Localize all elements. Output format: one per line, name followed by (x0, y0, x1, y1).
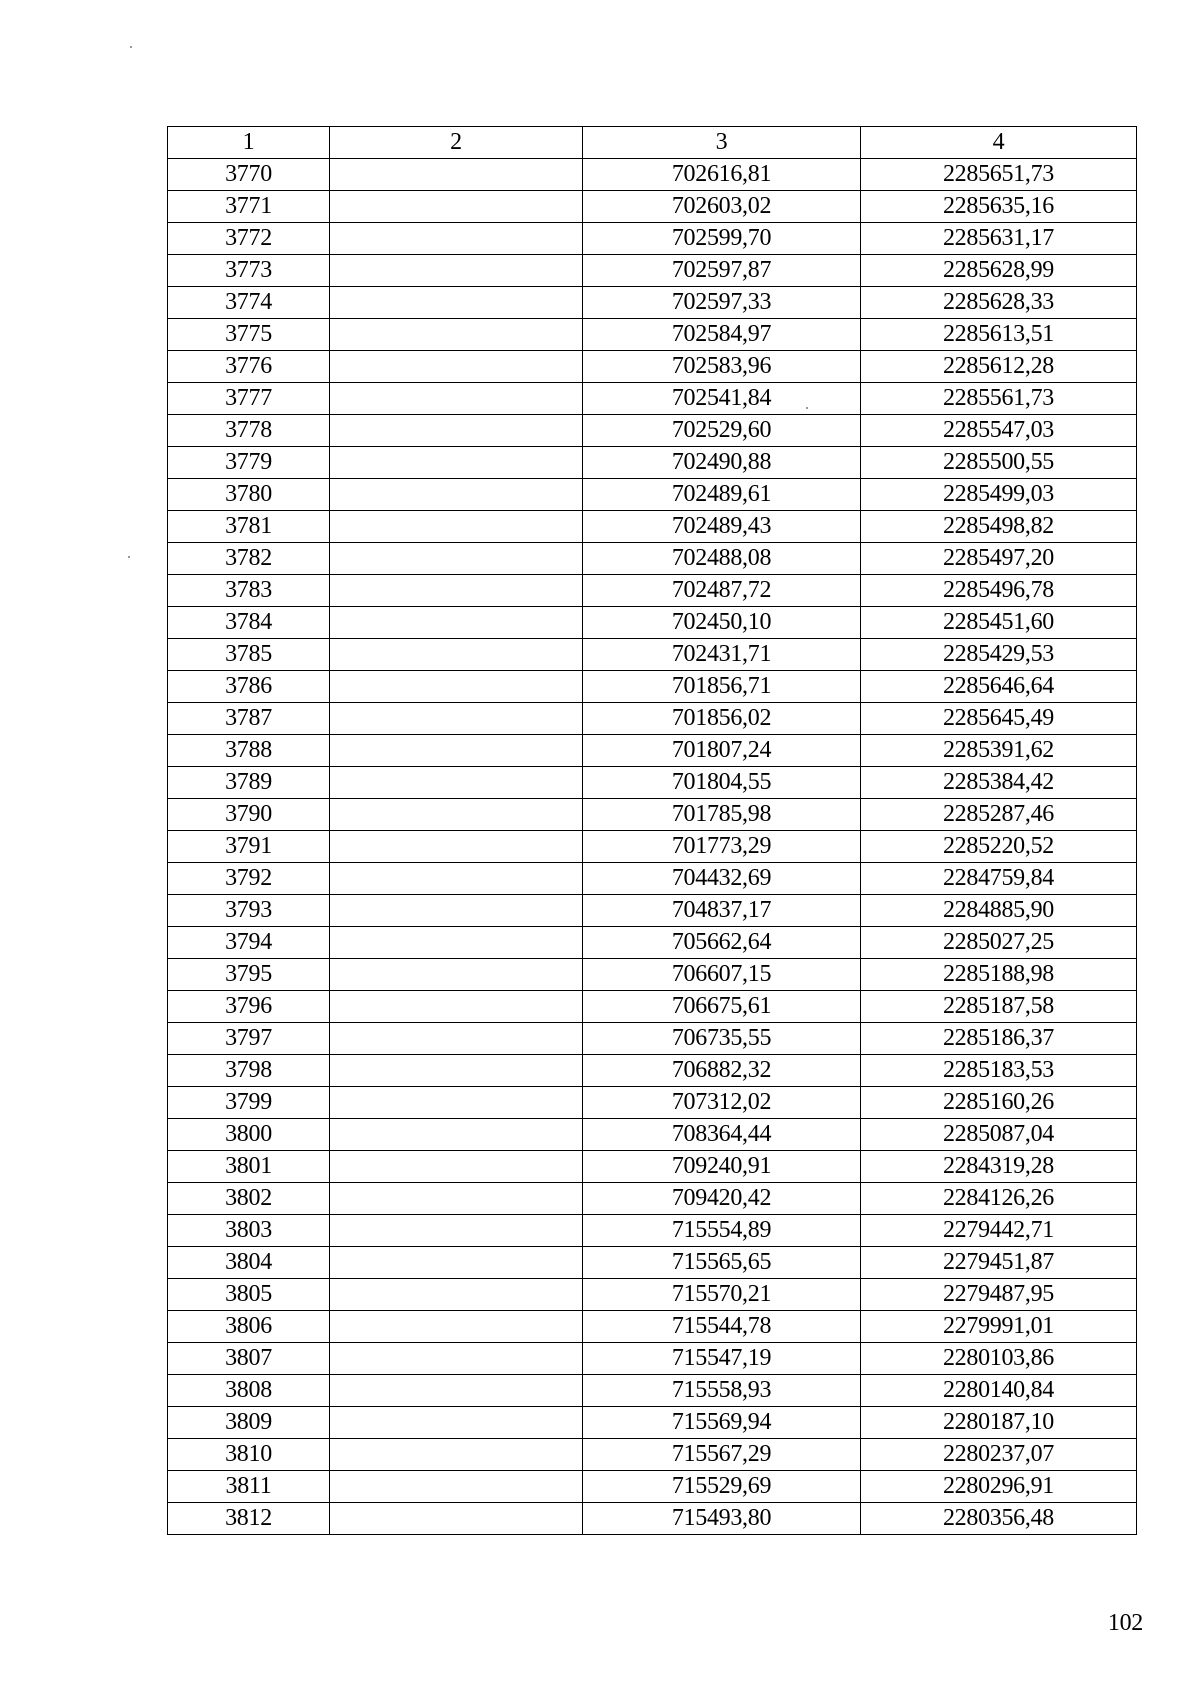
x-coordinate-cell: 701856,71 (583, 671, 861, 703)
empty-cell (330, 351, 583, 383)
table-row (168, 319, 1137, 351)
page-number: 102 (1107, 1610, 1143, 1636)
point-number-cell: 3788 (168, 735, 330, 767)
x-coordinate-cell: 715493,80 (583, 1503, 861, 1535)
empty-cell (330, 1247, 583, 1279)
table-row (168, 639, 1137, 671)
table-row (168, 415, 1137, 447)
x-coordinate-cell: 702487,72 (583, 575, 861, 607)
table-row (168, 607, 1137, 639)
point-number-cell: 3771 (168, 191, 330, 223)
table-row (168, 543, 1137, 575)
x-coordinate-cell: 707312,02 (583, 1087, 861, 1119)
x-coordinate-cell: 702616,81 (583, 159, 861, 191)
x-coordinate-cell: 702583,96 (583, 351, 861, 383)
x-coordinate-cell: 715558,93 (583, 1375, 861, 1407)
point-number-cell: 3773 (168, 255, 330, 287)
empty-cell (330, 1439, 583, 1471)
empty-cell (330, 543, 583, 575)
empty-cell (330, 1023, 583, 1055)
column-header-1: 1 (168, 127, 330, 159)
empty-cell (330, 575, 583, 607)
table-row (168, 703, 1137, 735)
y-coordinate-cell: 2285186,37 (861, 1023, 1137, 1055)
x-coordinate-cell: 715544,78 (583, 1311, 861, 1343)
point-number-cell: 3792 (168, 863, 330, 895)
x-coordinate-cell: 702584,97 (583, 319, 861, 351)
empty-cell (330, 1375, 583, 1407)
table-row (168, 1375, 1137, 1407)
point-number-cell: 3794 (168, 927, 330, 959)
y-coordinate-cell: 2279487,95 (861, 1279, 1137, 1311)
table-row (168, 1471, 1137, 1503)
x-coordinate-cell: 709240,91 (583, 1151, 861, 1183)
y-coordinate-cell: 2280296,91 (861, 1471, 1137, 1503)
table-row (168, 351, 1137, 383)
y-coordinate-cell: 2285391,62 (861, 735, 1137, 767)
empty-cell (330, 1407, 583, 1439)
y-coordinate-cell: 2285499,03 (861, 479, 1137, 511)
point-number-cell: 3789 (168, 767, 330, 799)
y-coordinate-cell: 2280103,86 (861, 1343, 1137, 1375)
y-coordinate-cell: 2285220,52 (861, 831, 1137, 863)
x-coordinate-cell: 701856,02 (583, 703, 861, 735)
x-coordinate-cell: 702489,61 (583, 479, 861, 511)
point-number-cell: 3786 (168, 671, 330, 703)
coordinates-table (167, 126, 1137, 1535)
y-coordinate-cell: 2285087,04 (861, 1119, 1137, 1151)
column-header-2: 2 (330, 127, 583, 159)
y-coordinate-cell: 2285027,25 (861, 927, 1137, 959)
y-coordinate-cell: 2285451,60 (861, 607, 1137, 639)
table-row (168, 831, 1137, 863)
table-row (168, 863, 1137, 895)
point-number-cell: 3810 (168, 1439, 330, 1471)
x-coordinate-cell: 702490,88 (583, 447, 861, 479)
x-coordinate-cell: 704837,17 (583, 895, 861, 927)
x-coordinate-cell: 715567,29 (583, 1439, 861, 1471)
y-coordinate-cell: 2285645,49 (861, 703, 1137, 735)
x-coordinate-cell: 715554,89 (583, 1215, 861, 1247)
point-number-cell: 3785 (168, 639, 330, 671)
y-coordinate-cell: 2284885,90 (861, 895, 1137, 927)
table-row (168, 1183, 1137, 1215)
empty-cell (330, 671, 583, 703)
x-coordinate-cell: 702599,70 (583, 223, 861, 255)
table-row (168, 991, 1137, 1023)
empty-cell (330, 863, 583, 895)
table-row (168, 1247, 1137, 1279)
point-number-cell: 3791 (168, 831, 330, 863)
table-row (168, 1439, 1137, 1471)
x-coordinate-cell: 702597,33 (583, 287, 861, 319)
point-number-cell: 3781 (168, 511, 330, 543)
x-coordinate-cell: 702541,84 (583, 383, 861, 415)
empty-cell (330, 223, 583, 255)
empty-cell (330, 607, 583, 639)
point-number-cell: 3793 (168, 895, 330, 927)
y-coordinate-cell: 2285547,03 (861, 415, 1137, 447)
y-coordinate-cell: 2285498,82 (861, 511, 1137, 543)
x-coordinate-cell: 701785,98 (583, 799, 861, 831)
y-coordinate-cell: 2285188,98 (861, 959, 1137, 991)
table-row (168, 223, 1137, 255)
table-row (168, 1311, 1137, 1343)
point-number-cell: 3796 (168, 991, 330, 1023)
x-coordinate-cell: 706675,61 (583, 991, 861, 1023)
x-coordinate-cell: 702450,10 (583, 607, 861, 639)
point-number-cell: 3776 (168, 351, 330, 383)
point-number-cell: 3804 (168, 1247, 330, 1279)
table-row (168, 159, 1137, 191)
empty-cell (330, 799, 583, 831)
table-row (168, 1503, 1137, 1535)
table-row (168, 511, 1137, 543)
table-row (168, 1055, 1137, 1087)
empty-cell (330, 703, 583, 735)
empty-cell (330, 639, 583, 671)
x-coordinate-cell: 701773,29 (583, 831, 861, 863)
empty-cell (330, 1471, 583, 1503)
point-number-cell: 3787 (168, 703, 330, 735)
table-row (168, 479, 1137, 511)
empty-cell (330, 927, 583, 959)
point-number-cell: 3797 (168, 1023, 330, 1055)
table-row (168, 1151, 1137, 1183)
empty-cell (330, 767, 583, 799)
x-coordinate-cell: 715547,19 (583, 1343, 861, 1375)
empty-cell (330, 1183, 583, 1215)
y-coordinate-cell: 2285496,78 (861, 575, 1137, 607)
point-number-cell: 3772 (168, 223, 330, 255)
empty-cell (330, 511, 583, 543)
empty-cell (330, 1343, 583, 1375)
point-number-cell: 3799 (168, 1087, 330, 1119)
point-number-cell: 3782 (168, 543, 330, 575)
table-row (168, 255, 1137, 287)
y-coordinate-cell: 2285497,20 (861, 543, 1137, 575)
point-number-cell: 3779 (168, 447, 330, 479)
point-number-cell: 3775 (168, 319, 330, 351)
point-number-cell: 3809 (168, 1407, 330, 1439)
table-row (168, 575, 1137, 607)
y-coordinate-cell: 2285628,99 (861, 255, 1137, 287)
x-coordinate-cell: 705662,64 (583, 927, 861, 959)
table-row (168, 1279, 1137, 1311)
point-number-cell: 3805 (168, 1279, 330, 1311)
x-coordinate-cell: 715570,21 (583, 1279, 861, 1311)
y-coordinate-cell: 2285651,73 (861, 159, 1137, 191)
empty-cell (330, 255, 583, 287)
x-coordinate-cell: 708364,44 (583, 1119, 861, 1151)
y-coordinate-cell: 2285287,46 (861, 799, 1137, 831)
x-coordinate-cell: 706882,32 (583, 1055, 861, 1087)
point-number-cell: 3802 (168, 1183, 330, 1215)
empty-cell (330, 895, 583, 927)
empty-cell (330, 1151, 583, 1183)
scan-speck (130, 46, 132, 48)
table-row (168, 447, 1137, 479)
y-coordinate-cell: 2285187,58 (861, 991, 1137, 1023)
table-row (168, 735, 1137, 767)
empty-cell (330, 1503, 583, 1535)
table-row (168, 1087, 1137, 1119)
empty-cell (330, 479, 583, 511)
point-number-cell: 3806 (168, 1311, 330, 1343)
table-row (168, 767, 1137, 799)
y-coordinate-cell: 2280140,84 (861, 1375, 1137, 1407)
x-coordinate-cell: 706607,15 (583, 959, 861, 991)
y-coordinate-cell: 2285500,55 (861, 447, 1137, 479)
y-coordinate-cell: 2285628,33 (861, 287, 1137, 319)
empty-cell (330, 1215, 583, 1247)
table-row (168, 191, 1137, 223)
scan-speck (128, 556, 130, 558)
empty-cell (330, 383, 583, 415)
table-row (168, 1119, 1137, 1151)
x-coordinate-cell: 702597,87 (583, 255, 861, 287)
x-coordinate-cell: 702488,08 (583, 543, 861, 575)
table-row (168, 799, 1137, 831)
x-coordinate-cell: 701804,55 (583, 767, 861, 799)
table-body (168, 159, 1137, 1535)
table-row (168, 671, 1137, 703)
y-coordinate-cell: 2285183,53 (861, 1055, 1137, 1087)
column-header-4: 4 (861, 127, 1137, 159)
empty-cell (330, 991, 583, 1023)
y-coordinate-cell: 2279451,87 (861, 1247, 1137, 1279)
point-number-cell: 3803 (168, 1215, 330, 1247)
empty-cell (330, 735, 583, 767)
x-coordinate-cell: 702603,02 (583, 191, 861, 223)
table-row (168, 1343, 1137, 1375)
y-coordinate-cell: 2279442,71 (861, 1215, 1137, 1247)
empty-cell (330, 1055, 583, 1087)
point-number-cell: 3783 (168, 575, 330, 607)
y-coordinate-cell: 2285612,28 (861, 351, 1137, 383)
point-number-cell: 3812 (168, 1503, 330, 1535)
y-coordinate-cell: 2285646,64 (861, 671, 1137, 703)
table-header-row (168, 127, 1137, 159)
table-row (168, 1215, 1137, 1247)
empty-cell (330, 319, 583, 351)
y-coordinate-cell: 2279991,01 (861, 1311, 1137, 1343)
y-coordinate-cell: 2285561,73 (861, 383, 1137, 415)
y-coordinate-cell: 2285635,16 (861, 191, 1137, 223)
empty-cell (330, 959, 583, 991)
point-number-cell: 3807 (168, 1343, 330, 1375)
column-header-3: 3 (583, 127, 861, 159)
empty-cell (330, 191, 583, 223)
y-coordinate-cell: 2285613,51 (861, 319, 1137, 351)
x-coordinate-cell: 702529,60 (583, 415, 861, 447)
y-coordinate-cell: 2284126,26 (861, 1183, 1137, 1215)
point-number-cell: 3800 (168, 1119, 330, 1151)
empty-cell (330, 287, 583, 319)
x-coordinate-cell: 702489,43 (583, 511, 861, 543)
x-coordinate-cell: 715565,65 (583, 1247, 861, 1279)
table-row (168, 1407, 1137, 1439)
point-number-cell: 3778 (168, 415, 330, 447)
table-row (168, 287, 1137, 319)
point-number-cell: 3808 (168, 1375, 330, 1407)
empty-cell (330, 415, 583, 447)
empty-cell (330, 831, 583, 863)
y-coordinate-cell: 2280237,07 (861, 1439, 1137, 1471)
y-coordinate-cell: 2284759,84 (861, 863, 1137, 895)
point-number-cell: 3784 (168, 607, 330, 639)
point-number-cell: 3790 (168, 799, 330, 831)
table-row (168, 927, 1137, 959)
empty-cell (330, 1311, 583, 1343)
point-number-cell: 3777 (168, 383, 330, 415)
point-number-cell: 3774 (168, 287, 330, 319)
point-number-cell: 3798 (168, 1055, 330, 1087)
empty-cell (330, 1087, 583, 1119)
table-row (168, 383, 1137, 415)
point-number-cell: 3811 (168, 1471, 330, 1503)
empty-cell (330, 1279, 583, 1311)
x-coordinate-cell: 702431,71 (583, 639, 861, 671)
y-coordinate-cell: 2285384,42 (861, 767, 1137, 799)
x-coordinate-cell: 715569,94 (583, 1407, 861, 1439)
table-row (168, 895, 1137, 927)
x-coordinate-cell: 709420,42 (583, 1183, 861, 1215)
point-number-cell: 3795 (168, 959, 330, 991)
point-number-cell: 3770 (168, 159, 330, 191)
empty-cell (330, 447, 583, 479)
table-row (168, 959, 1137, 991)
x-coordinate-cell: 704432,69 (583, 863, 861, 895)
empty-cell (330, 1119, 583, 1151)
y-coordinate-cell: 2285631,17 (861, 223, 1137, 255)
y-coordinate-cell: 2280356,48 (861, 1503, 1137, 1535)
x-coordinate-cell: 715529,69 (583, 1471, 861, 1503)
x-coordinate-cell: 701807,24 (583, 735, 861, 767)
point-number-cell: 3801 (168, 1151, 330, 1183)
x-coordinate-cell: 706735,55 (583, 1023, 861, 1055)
y-coordinate-cell: 2285429,53 (861, 639, 1137, 671)
y-coordinate-cell: 2284319,28 (861, 1151, 1137, 1183)
y-coordinate-cell: 2285160,26 (861, 1087, 1137, 1119)
table-row (168, 1023, 1137, 1055)
point-number-cell: 3780 (168, 479, 330, 511)
empty-cell (330, 159, 583, 191)
y-coordinate-cell: 2280187,10 (861, 1407, 1137, 1439)
